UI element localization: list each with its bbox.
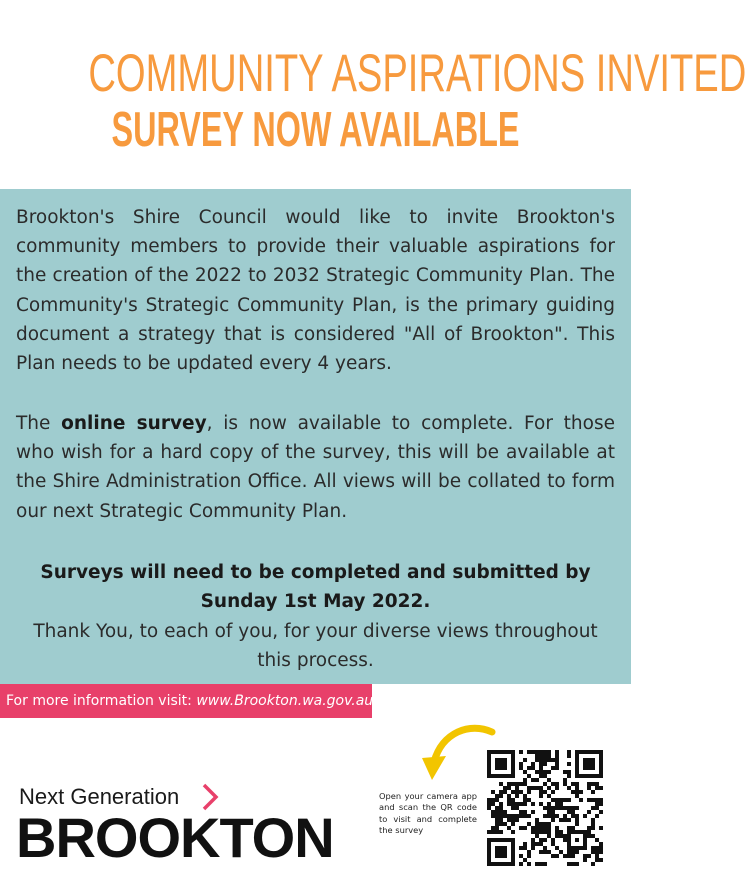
qr-code-icon[interactable] [487, 750, 603, 866]
page-title: COMMUNITY ASPIRATIONS INVITED [88, 44, 746, 103]
survey-paragraph-suffix: , is now available to complete. For those who wish for a hard copy of the survey, this will be available at the Shire Administration Office. All views will be collated to form our next Strategic Community Plan. [16, 413, 615, 522]
qr-instructions: Open your camera app and scan the QR code to visit and complete the survey [379, 791, 477, 835]
page-subtitle: SURVEY NOW AVAILABLE [111, 103, 520, 157]
thanks-message: Thank You, to each of you, for your diverse views throughout this process. [33, 621, 598, 672]
deadline-line2: Sunday 1st May 2022. [200, 591, 431, 613]
deadline-notice [16, 558, 615, 616]
logo-wordmark: BROOKTON [16, 806, 334, 869]
website-link[interactable]: www.Brookton.wa.gov.au [196, 693, 374, 709]
intro-paragraph: Brookton's Shire Council would like to invite Brookton's community members to provide their valuable aspirations for the creation of the 2022 to 2032 Strategic Community Plan. The Community's Strategic Community Plan, is the primary guiding document a strategy that is considered "All of Brookton". This Plan needs to be updated every 4 years. [16, 207, 615, 375]
online-survey-emphasis: online survey [61, 413, 207, 434]
info-bar [0, 684, 372, 718]
survey-paragraph-prefix: The [16, 413, 62, 434]
logo-tagline: Next Generation [19, 784, 180, 809]
deadline-line1: Surveys will need to be completed and submitted by [40, 562, 591, 583]
info-label: For more information visit: [6, 693, 197, 709]
survey-paragraph [16, 409, 615, 526]
